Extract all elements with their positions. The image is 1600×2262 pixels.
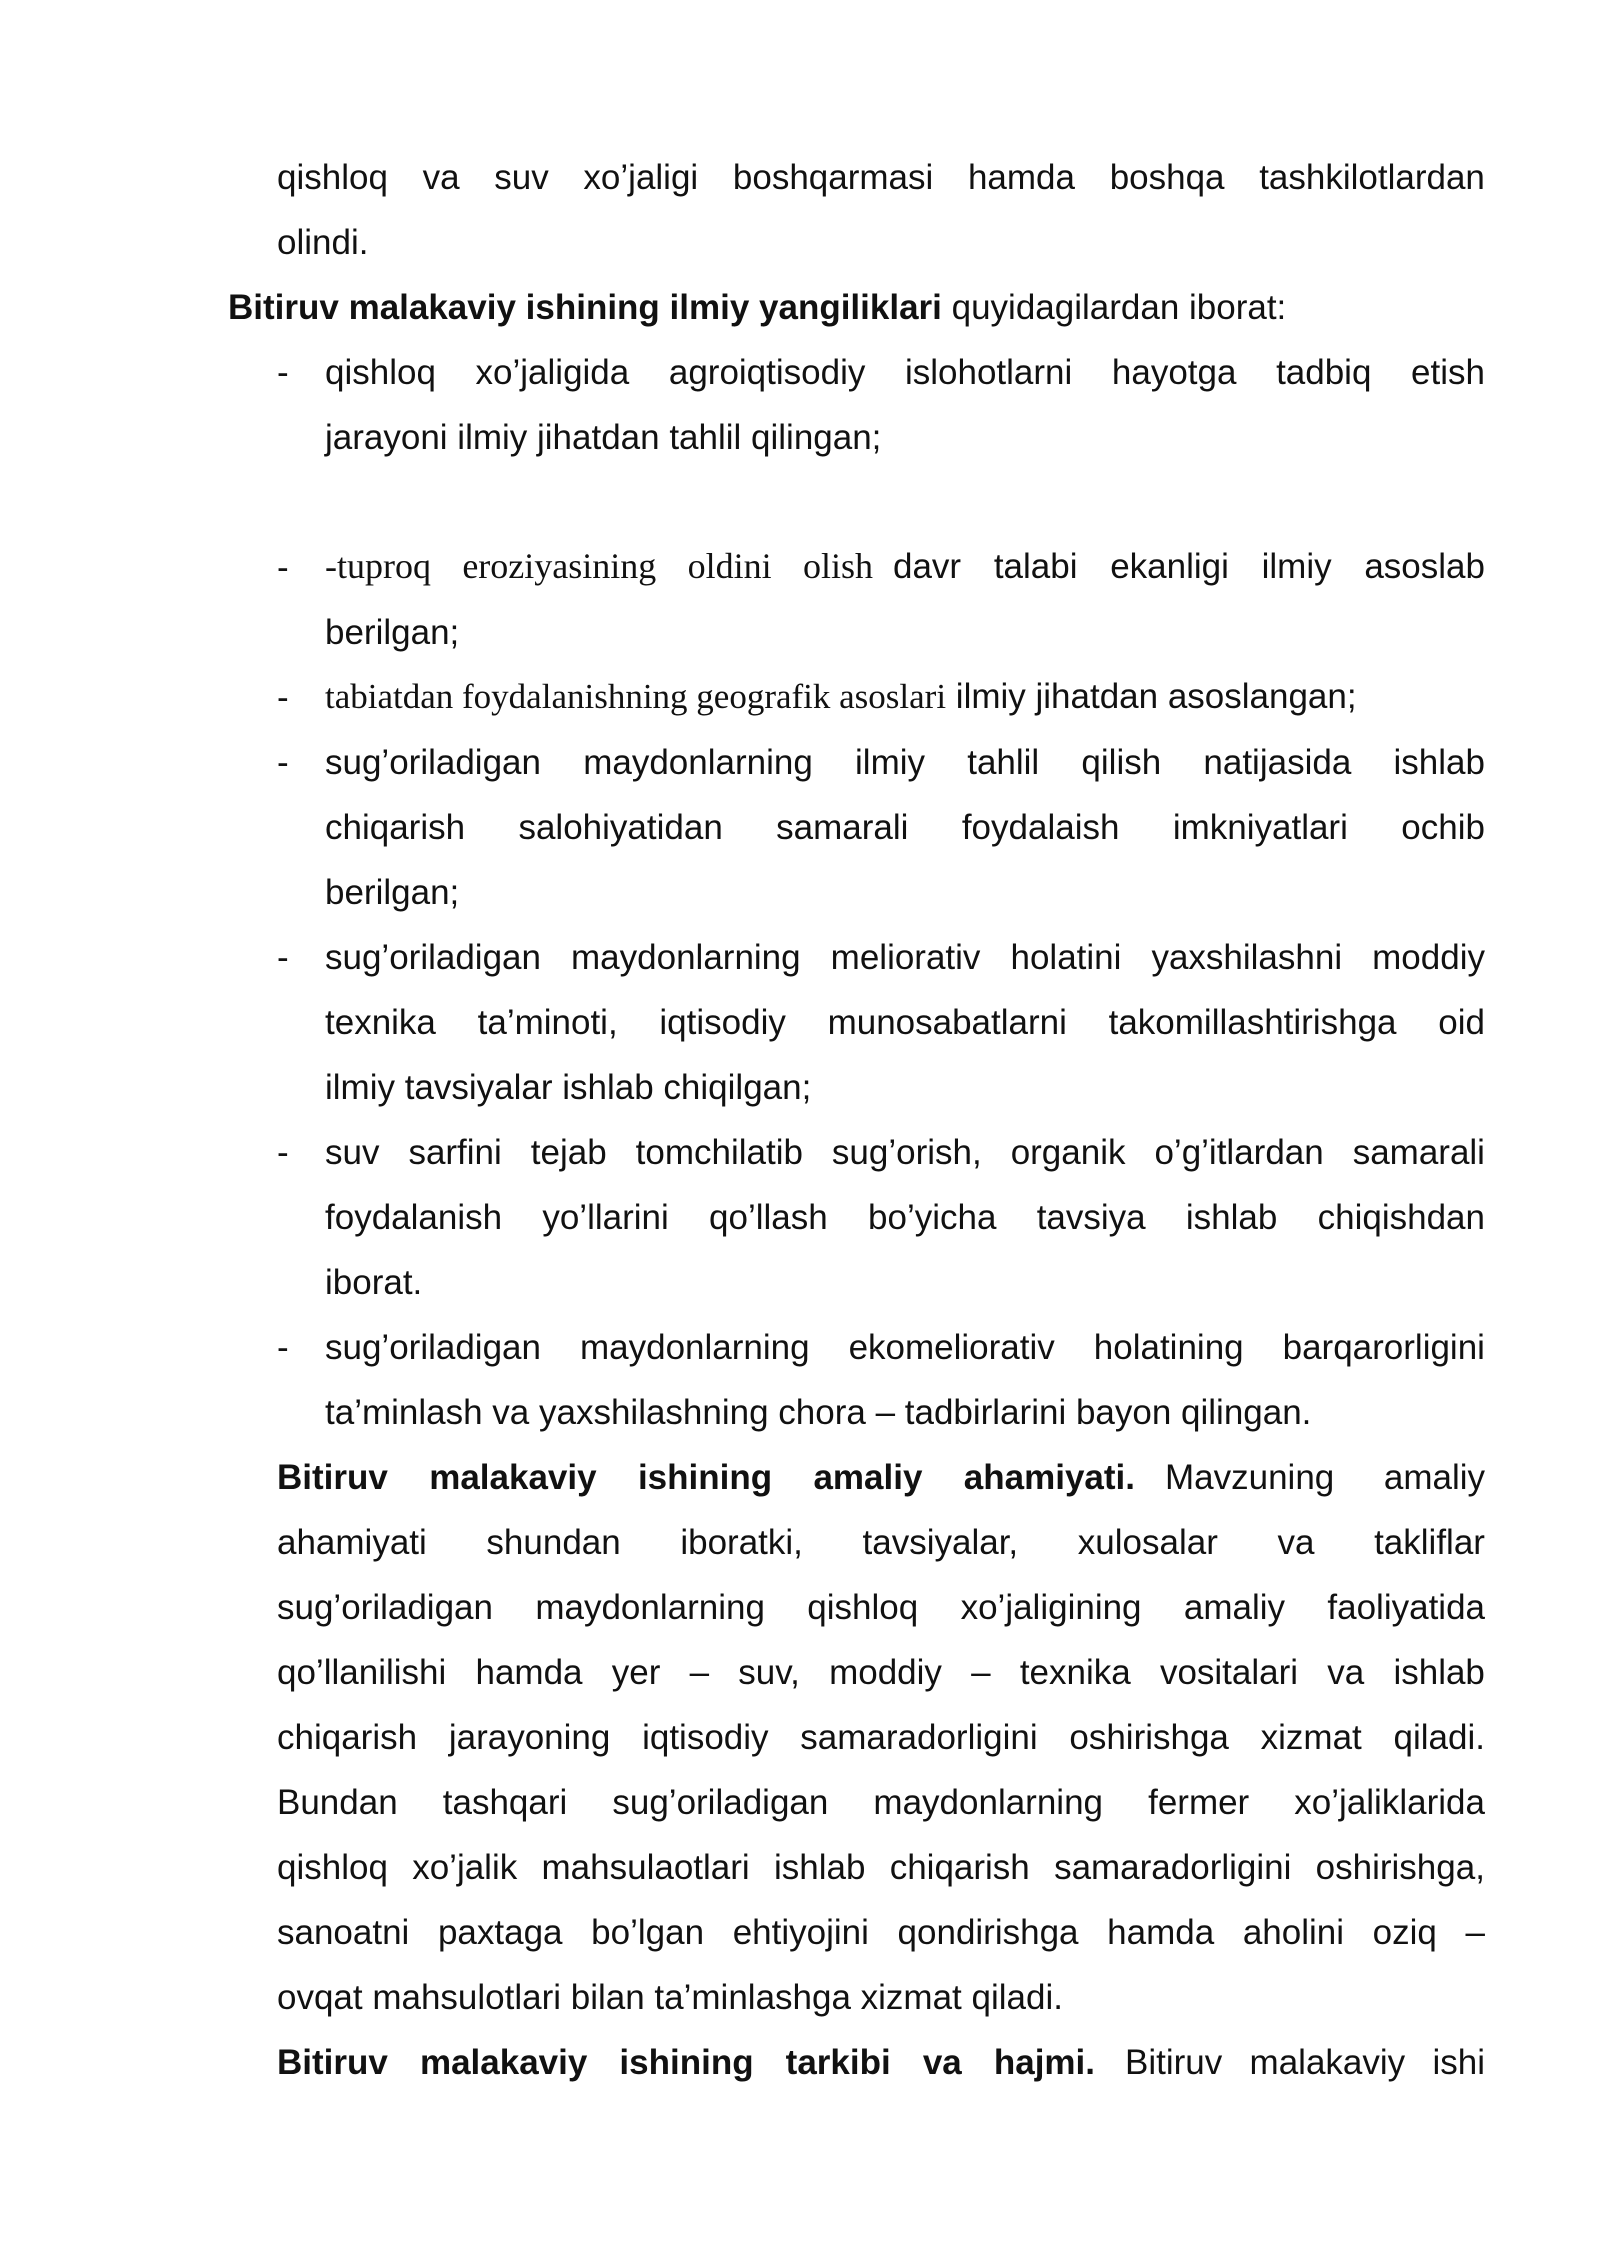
paragraph-line: qishloq xo’jalik mahsulaotlari ishlab chiqarish samaradorligini oshirishga,: [277, 1848, 1485, 1887]
bullet-line: sug’oriladigan maydonlarning meliorativ holatini yaxshilashni moddiy: [325, 938, 1485, 977]
paragraph-line: ovqat mahsulotlari bilan ta’minlashga xizmat qiladi.: [277, 1978, 1063, 2017]
bullet-marker: -: [277, 1133, 289, 1172]
practical-first-line: [277, 1460, 1485, 1495]
bullet-line: suv sarfini tejab tomchilatib sug’orish, organik o’g’itlardan samarali: [325, 1133, 1485, 1172]
paragraph-line: qishloq va suv xo’jaligi boshqarmasi hamda boshqa tashkilotlardan: [277, 158, 1485, 197]
novelty-heading: Bitiruv malakaviy ishining ilmiy yangiliklari: [228, 288, 942, 327]
novelty-heading-line: [228, 290, 1286, 325]
bullet-line: berilgan;: [325, 613, 460, 652]
bullet-text-fragment: davr talabi ekanligi ilmiy asoslab: [893, 547, 1485, 586]
structure-heading: Bitiruv malakaviy ishining tarkibi va hajmi.: [277, 2043, 1095, 2082]
bullet-marker: -: [277, 678, 289, 717]
paragraph-line: sug’oriladigan maydonlarning qishloq xo’jaligining amaliy faoliyatida: [277, 1588, 1485, 1627]
bullet-serif-fragment: tabiatdan foydalanishning geografik asoslari: [325, 677, 947, 716]
bullet-line: [325, 679, 1357, 714]
bullet-line: texnika ta’minoti, iqtisodiy munosabatlarni takomillashtirishga oid: [325, 1003, 1485, 1042]
practical-heading: Bitiruv malakaviy ishining amaliy ahamiyati.: [277, 1458, 1135, 1497]
paragraph-line: ahamiyati shundan iboratki, tavsiyalar, xulosalar va takliflar: [277, 1523, 1485, 1562]
bullet-line: ta’minlash va yaxshilashning chora – tadbirlarini bayon qilingan.: [325, 1393, 1312, 1432]
bullet-marker: -: [277, 1328, 289, 1367]
bullet-line: foydalanish yo’llarini qo’llash bo’yicha tavsiya ishlab chiqishdan: [325, 1198, 1485, 1237]
structure-first-line: [277, 2045, 1485, 2080]
bullet-text-fragment: ilmiy jihatdan asoslangan;: [946, 677, 1357, 716]
paragraph-line: chiqarish jarayoning iqtisodiy samaradorligini oshirishga xizmat qiladi.: [277, 1718, 1485, 1757]
bullet-line: jarayoni ilmiy jihatdan tahlil qilingan;: [325, 418, 882, 457]
practical-text: Mavzuning amaliy: [1165, 1458, 1485, 1497]
paragraph-line: olindi.: [277, 223, 369, 262]
bullet-line: sug’oriladigan maydonlarning ekomeliorativ holatining barqarorligini: [325, 1328, 1485, 1367]
bullet-marker: -: [277, 548, 289, 587]
bullet-serif-fragment: -tuproq eroziyasining oldini olish: [325, 546, 873, 586]
bullet-line: sug’oriladigan maydonlarning ilmiy tahlil qilish natijasida ishlab: [325, 743, 1485, 782]
bullet-marker: -: [277, 743, 289, 782]
paragraph-line: Bundan tashqari sug’oriladigan maydonlarning fermer xo’jaliklarida: [277, 1783, 1485, 1822]
bullet-line: qishloq xo’jaligida agroiqtisodiy islohotlarni hayotga tadbiq etish: [325, 353, 1485, 392]
bullet-line: iborat.: [325, 1263, 423, 1302]
bullet-line: berilgan;: [325, 873, 460, 912]
novelty-intro: quyidagilardan iborat:: [941, 288, 1287, 327]
bullet-marker: -: [277, 938, 289, 977]
paragraph-line: sanoatni paxtaga bo’lgan ehtiyojini qondirishga hamda aholini oziq –: [277, 1913, 1485, 1952]
bullet-line: chiqarish salohiyatidan samarali foydalaish imkniyatlari ochib: [325, 808, 1485, 847]
structure-text: Bitiruv malakaviy ishi: [1125, 2043, 1485, 2082]
bullet-marker: -: [277, 353, 289, 392]
bullet-line: ilmiy tavsiyalar ishlab chiqilgan;: [325, 1068, 812, 1107]
paragraph-line: qo’llanilishi hamda yer – suv, moddiy – texnika vositalari va ishlab: [277, 1653, 1485, 1692]
bullet-line: [325, 548, 1485, 584]
